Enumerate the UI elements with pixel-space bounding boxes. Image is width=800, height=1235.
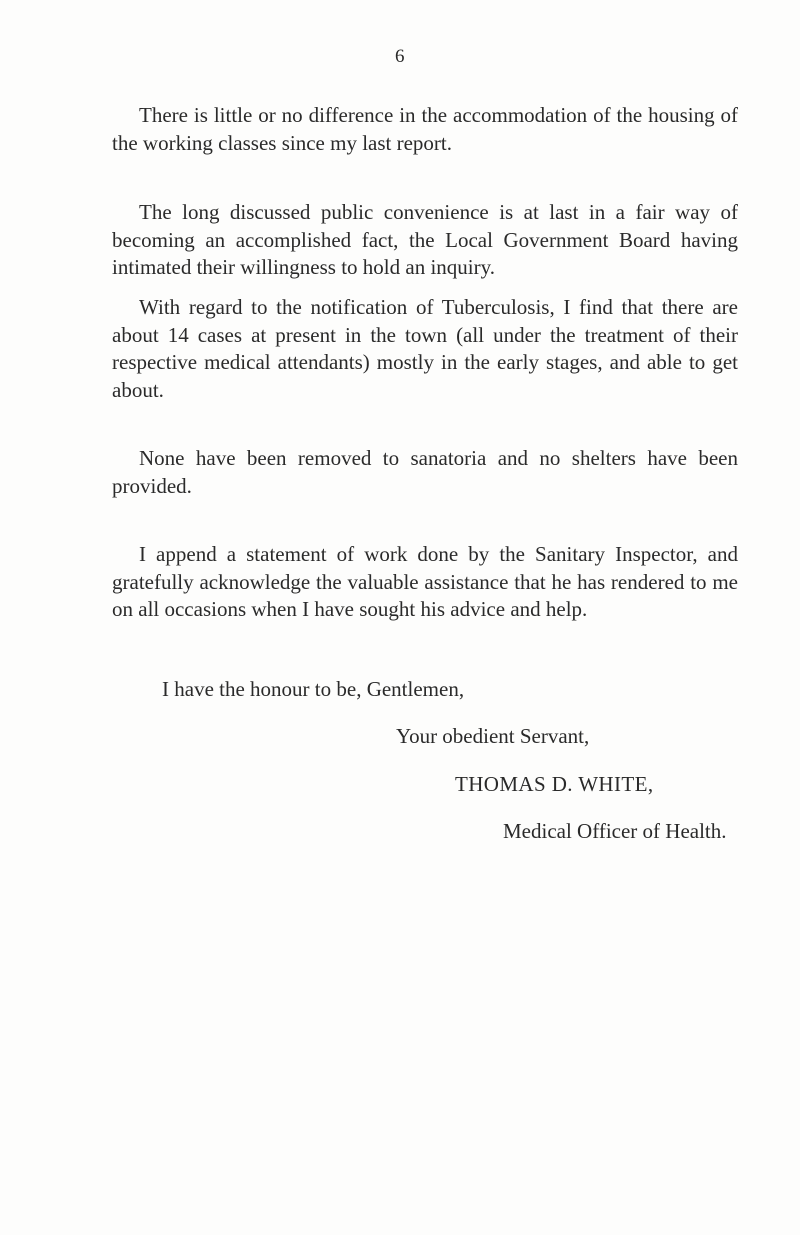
paragraph-public-convenience: The long discussed public convenience is at last in a fair way of becoming an accomplished fact, the Local Government Board having intimated their willingness to hold an inquiry.	[112, 200, 738, 279]
paragraph-housing: There is little or no difference in the accommodation of the housing of the working classes since my last report.	[112, 103, 738, 155]
paragraph-sanitary-inspector: I append a statement of work done by the Sanitary Inspector, and gratefully acknowledge the valuable assistance that he has rendered to me on all occasions when I have sought his advice and help.	[112, 542, 738, 621]
page-number: 6	[395, 46, 405, 67]
signatory-name: THOMAS D. WHITE,	[455, 772, 654, 796]
signatory-title: Medical Officer of Health.	[503, 819, 727, 843]
paragraph-tuberculosis: With regard to the notification of Tuberculosis, I find that there are about 14 cases at present in the town (all under the treatment of their respective medical attendants) mostly in the early stages, and able to get about.	[112, 295, 738, 402]
closing-salutation: I have the honour to be, Gentlemen,	[162, 677, 465, 701]
paragraph-sanatoria: None have been removed to sanatoria and no shelters have been provided.	[112, 446, 738, 498]
closing-valediction: Your obedient Servant,	[396, 724, 590, 748]
